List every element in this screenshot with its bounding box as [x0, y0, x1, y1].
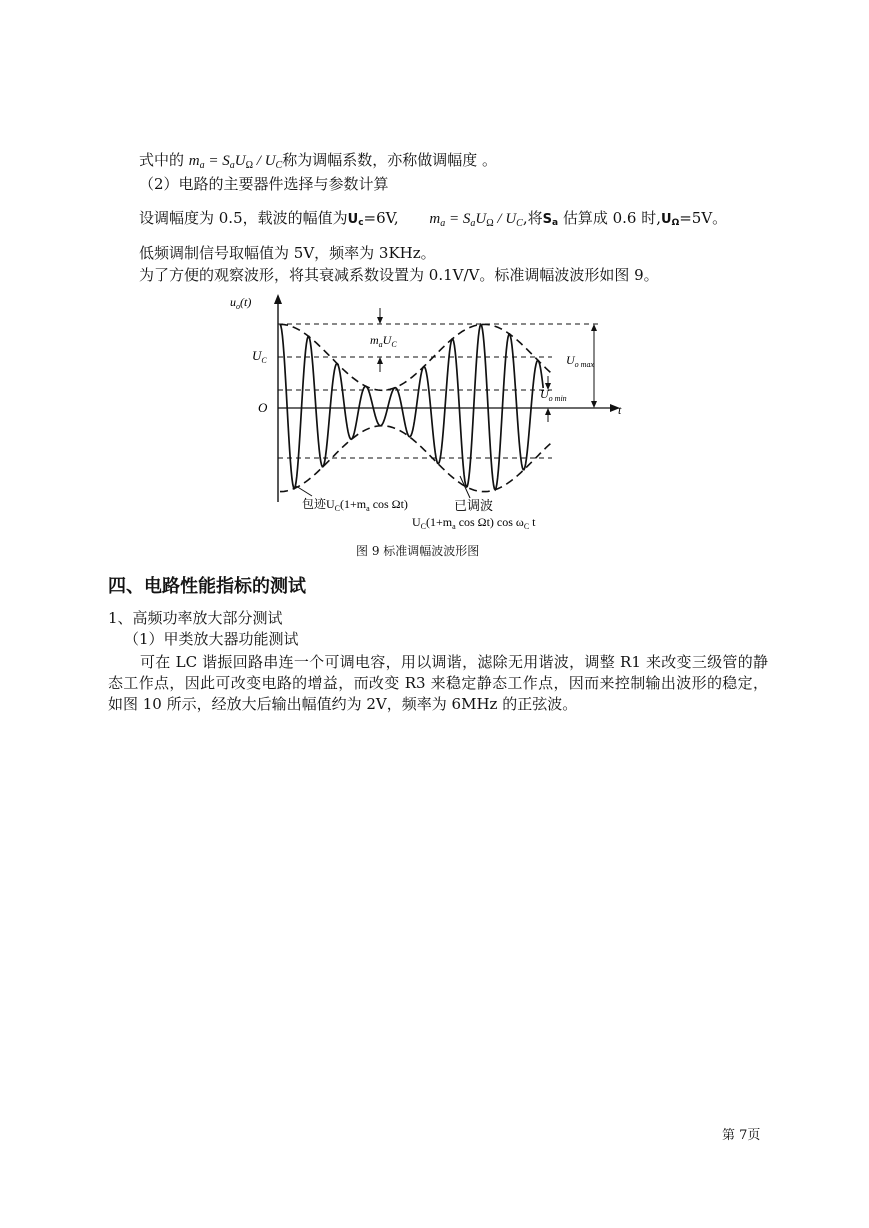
text-segment: ,将	[522, 209, 543, 227]
page-number: 第 7页	[722, 1128, 761, 1143]
text-prefix: 式中的	[139, 151, 185, 169]
ma-formula-2: $m_a = S_aU_\Omega / U_C$	[429, 211, 523, 229]
uomax-arrowhead-bottom	[591, 401, 597, 408]
subsection-title: （2）电路的主要器件选择与参数计算	[139, 175, 389, 193]
figure-caption: 图 9 标准调幅波波形图	[356, 544, 480, 558]
modulated-label: 已调波	[454, 498, 494, 513]
axis-u-label: $u_o(t)$	[230, 295, 252, 311]
origin-label: O	[258, 400, 268, 415]
section-sub2: （1）甲类放大器功能测试	[124, 630, 299, 648]
section-heading: 四、电路性能指标的测试	[108, 576, 306, 597]
uc-symbol: Uc	[347, 212, 364, 228]
text-segment: 估算成 0.6 时,	[562, 209, 662, 227]
formula-definition-line	[139, 150, 497, 176]
y-axis-arrow	[274, 294, 282, 304]
ma-formula: $m_a = S_aU_\Omega / U_C$	[188, 153, 283, 171]
section-paragraph: 可在 LC 谐振回路串连一个可调电容，用以调谐，滤除无用谐波，调整 R1 来改变三级管的静态工作点，因此可改变电路的增益，而改变 R3 来稳定静态工作点，因而来控制输出波形的稳定，如图 10 所示，经放大后输出幅值约为 2V，频率为 6MHz 的正弦波。	[108, 653, 768, 713]
t-axis-label: t	[618, 403, 622, 417]
uc-label: $U_C$	[252, 348, 267, 365]
ma-arrowhead-top	[377, 317, 383, 324]
uomin-label: $U_{o min}$	[540, 387, 567, 403]
ma-uc-label: $m_aU_C$	[370, 333, 397, 349]
formula-label: $U_C(1+m_a$ cos Ωt) $\cos \omega_C$ t	[412, 515, 536, 531]
am-waveform-figure	[222, 290, 632, 535]
uomax-label: $U_{o max}$	[566, 353, 594, 369]
uomin-arrowhead-bottom	[545, 408, 551, 415]
attenuation-line: 为了方便的观察波形，将其衰减系数设置为 0.1V/V。标准调幅波波形如图 9。	[139, 266, 659, 284]
uomax-arrowhead-top	[591, 324, 597, 331]
text-segment: =5V。	[679, 209, 728, 227]
section-sub1: 1、高频功率放大部分测试	[108, 609, 283, 627]
parameter-line	[139, 208, 727, 234]
signal-line: 低频调制信号取幅值为 5V，频率为 3KHz。	[139, 244, 436, 262]
envelope-pointer	[296, 486, 312, 496]
uomega-symbol: UΩ	[661, 212, 680, 228]
text-segment: =6V,	[363, 209, 399, 227]
envelope-label: 包迹$U_C(1+m_a$ cos Ωt)	[302, 497, 408, 513]
text-segment: 设调幅度为 0.5，载波的幅值为	[139, 209, 348, 227]
text-suffix: 称为调幅系数，亦称做调幅度 。	[282, 151, 497, 169]
sa-symbol: Sa	[542, 212, 559, 228]
ma-arrowhead-bottom	[377, 357, 383, 364]
modulated-wave	[280, 324, 543, 489]
